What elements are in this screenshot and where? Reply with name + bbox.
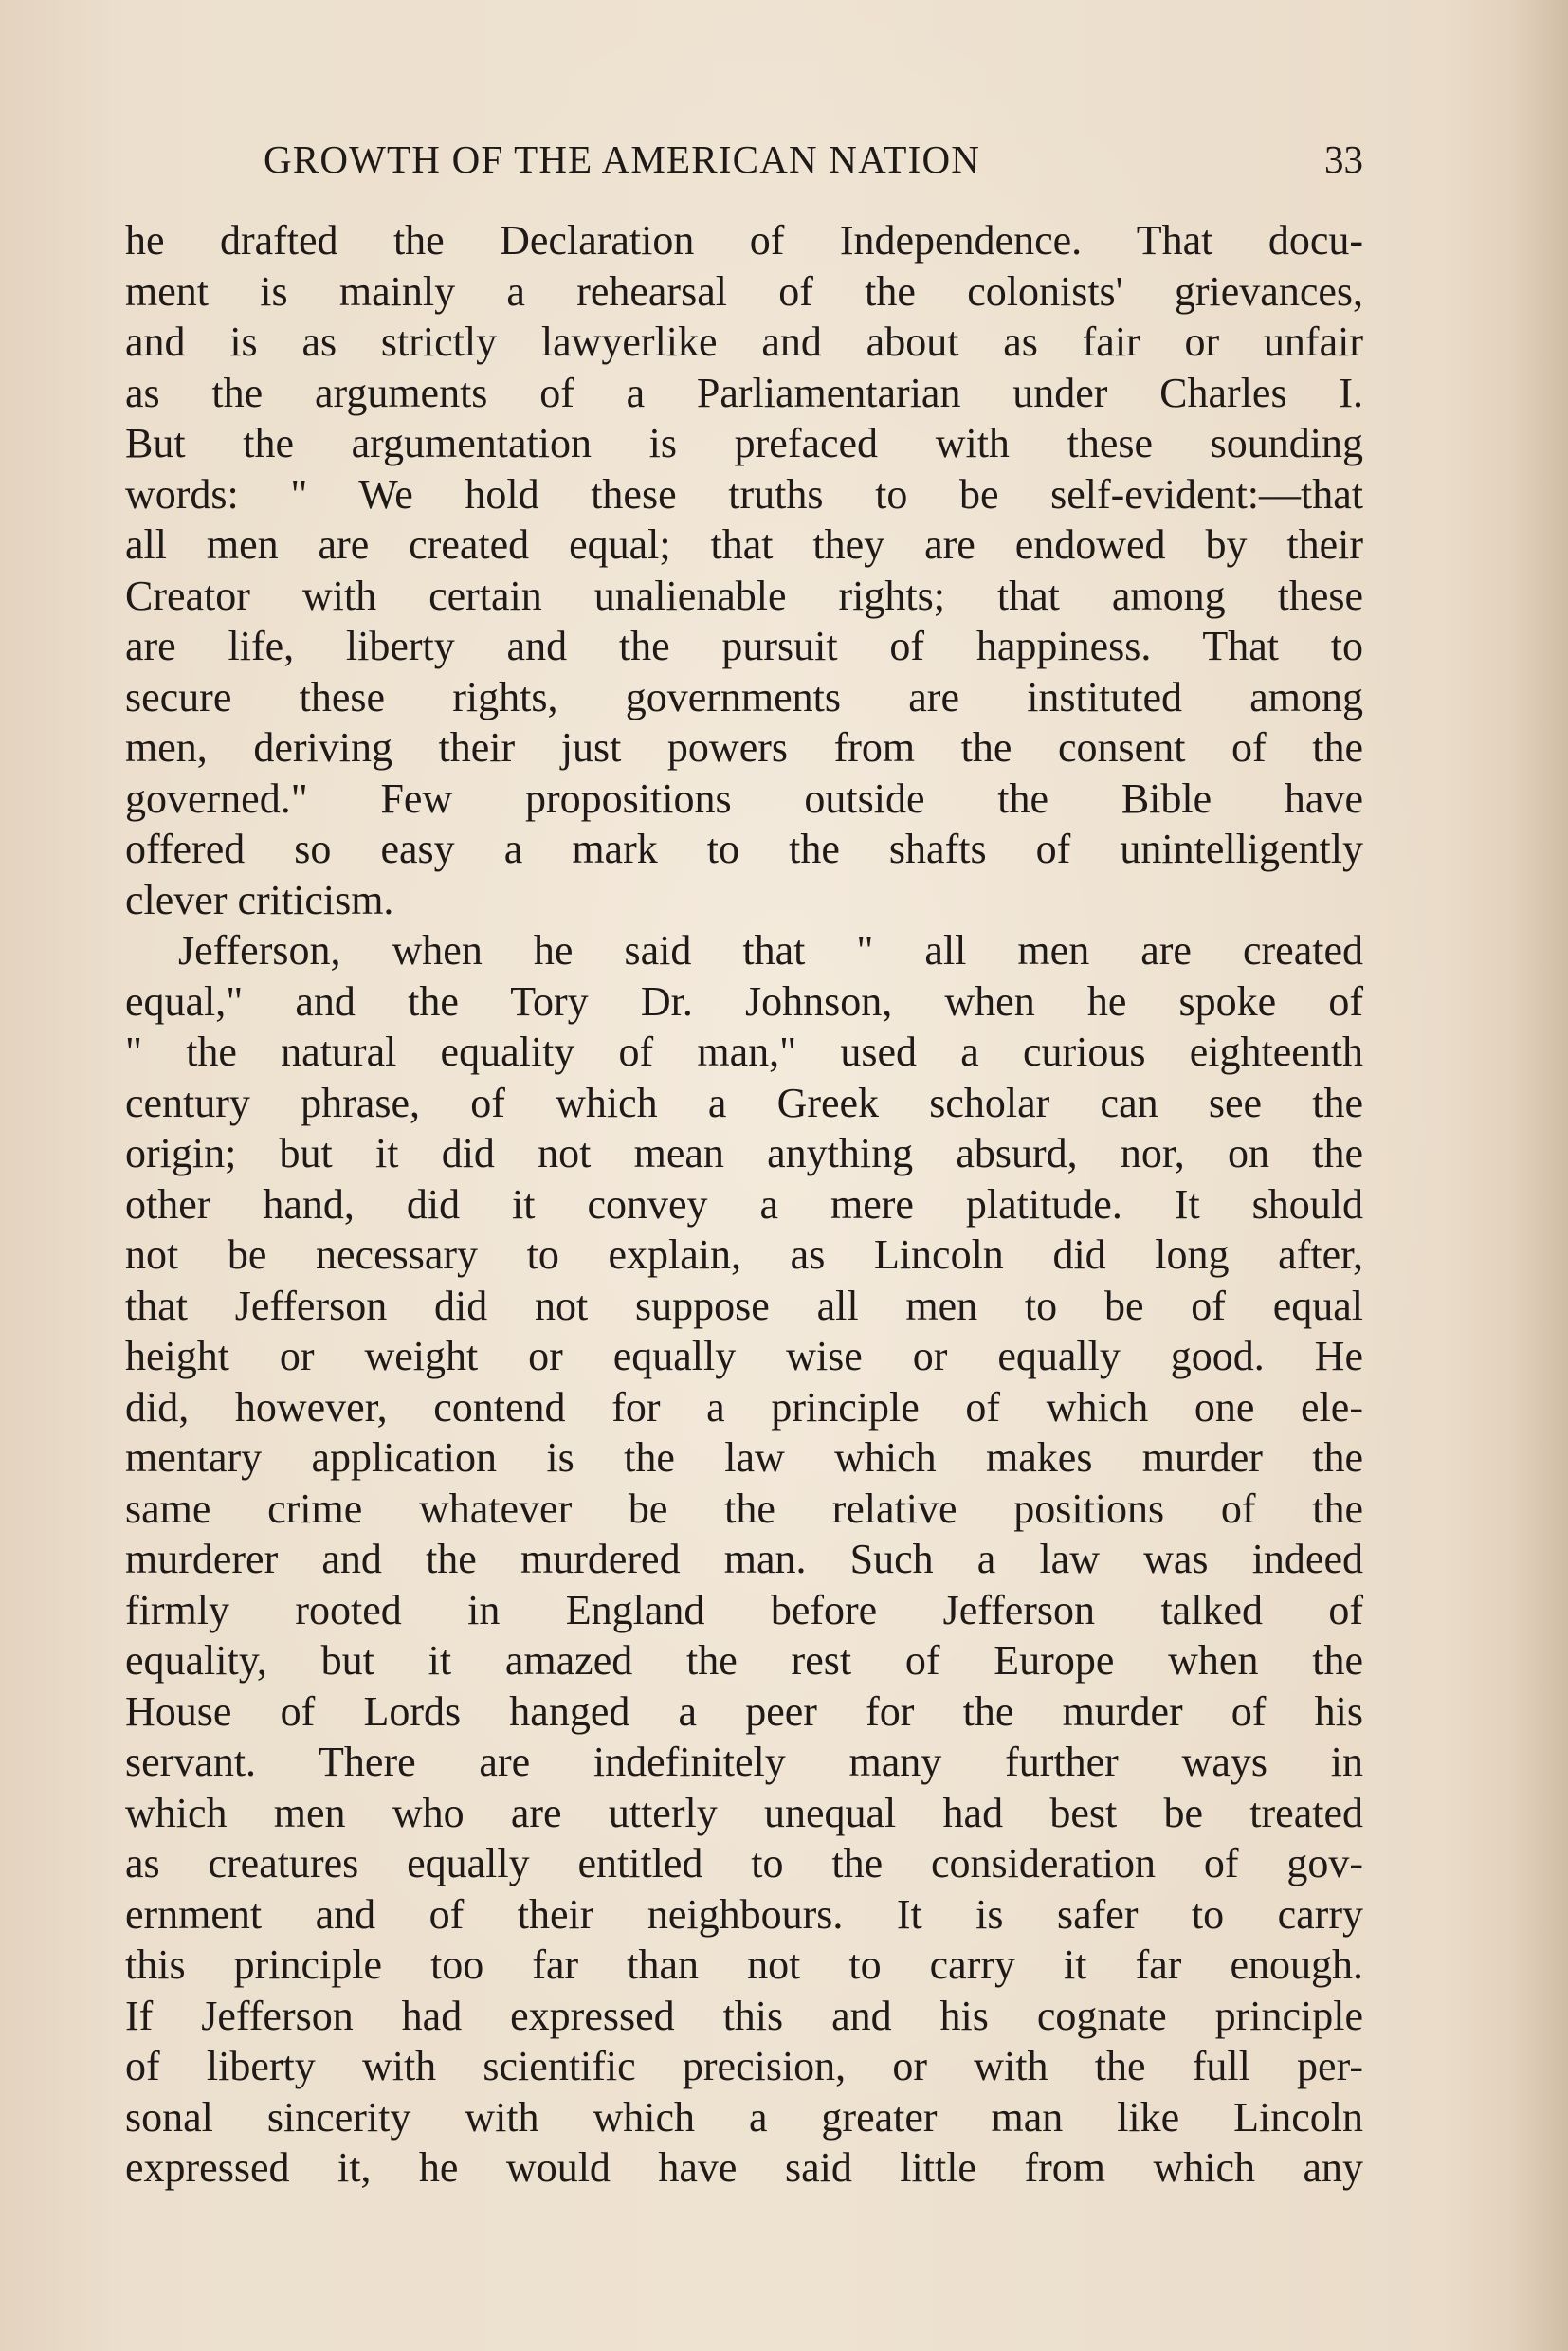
text-line: ment is mainly a rehearsal of the colonists' grievances, [125,267,1363,315]
text-line: did, however, contend for a principle of which one ele- [125,1383,1363,1431]
text-line: all men are created equal; that they are endowed by their [125,521,1363,568]
text-line: expressed it, he would have said little from which any [125,2144,1363,2191]
text-line: clever criticism. [125,876,394,923]
text-line: offered so easy a mark to the shafts of unintelligently [125,826,1363,872]
text-line: sonal sincerity with which a greater man like Lincoln [125,2093,1363,2141]
paragraph [125,215,1363,925]
text-line: he drafted the Declaration of Independence. That docu- [125,217,1363,264]
text-line: mentary application is the law which makes murder the [125,1434,1363,1481]
text-line: that Jefferson did not suppose all men to be of equal [125,1282,1363,1329]
text-line: words: " We hold these truths to be self-evident:—that [125,470,1363,518]
text-line: men, deriving their just powers from the consent of the [125,724,1363,771]
text-line: governed." Few propositions outside the Bible have [125,775,1363,822]
running-head: GROWTH OF THE AMERICAN NATION [264,137,981,181]
page-header [264,135,1363,184]
text-line: and is as strictly lawyerlike and about as fair or unfair [125,319,1363,365]
text-line: " the natural equality of man," used a curious eighteenth [125,1029,1363,1075]
text-line: Jefferson, when he said that " all men are created [178,927,1363,974]
text-line: ernment and of their neighbours. It is safer to carry [125,1890,1363,1938]
text-line: origin; but it did not mean anything absurd, nor, on the [125,1130,1363,1176]
text-line: height or weight or equally wise or equally good. He [125,1333,1363,1379]
page-edge-shadow [1511,0,1568,2351]
body-text [125,215,1363,2194]
text-line: are life, liberty and the pursuit of happiness. That to [125,623,1363,669]
text-line: servant. There are indefinitely many further ways in [125,1739,1363,1785]
text-line: equality, but it amazed the rest of Europe when the [125,1637,1363,1684]
paragraph [125,925,1363,2194]
text-line: House of Lords hanged a peer for the murder of his [125,1687,1363,1735]
text-line: as the arguments of a Parliamentarian under Charles I. [125,369,1363,416]
text-line: century phrase, of which a Greek scholar can see the [125,1079,1363,1126]
text-line: Creator with certain unalienable rights; that among these [125,572,1363,619]
text-line: same crime whatever be the relative positions of the [125,1485,1363,1532]
text-line: If Jefferson had expressed this and his cognate principle [125,1992,1363,2039]
text-line: equal," and the Tory Dr. Johnson, when he spoke of [125,977,1363,1025]
text-line: as creatures equally entitled to the consideration of gov- [125,1840,1363,1886]
text-line: But the argumentation is prefaced with these sounding [125,420,1363,466]
text-line: murderer and the murdered man. Such a law was indeed [125,1536,1363,1582]
text-line: of liberty with scientific precision, or with the full per- [125,2043,1363,2089]
text-line: not be necessary to explain, as Lincoln did long after, [125,1231,1363,1278]
text-line: this principle too far than not to carry it far enough. [125,1941,1363,1988]
text-line: other hand, did it convey a mere platitude. It should [125,1180,1363,1228]
text-line: firmly rooted in England before Jefferson talked of [125,1586,1363,1633]
text-line: which men who are utterly unequal had best be treated [125,1789,1363,1836]
page-number: 33 [1324,137,1363,181]
text-line: secure these rights, governments are instituted among [125,673,1363,720]
